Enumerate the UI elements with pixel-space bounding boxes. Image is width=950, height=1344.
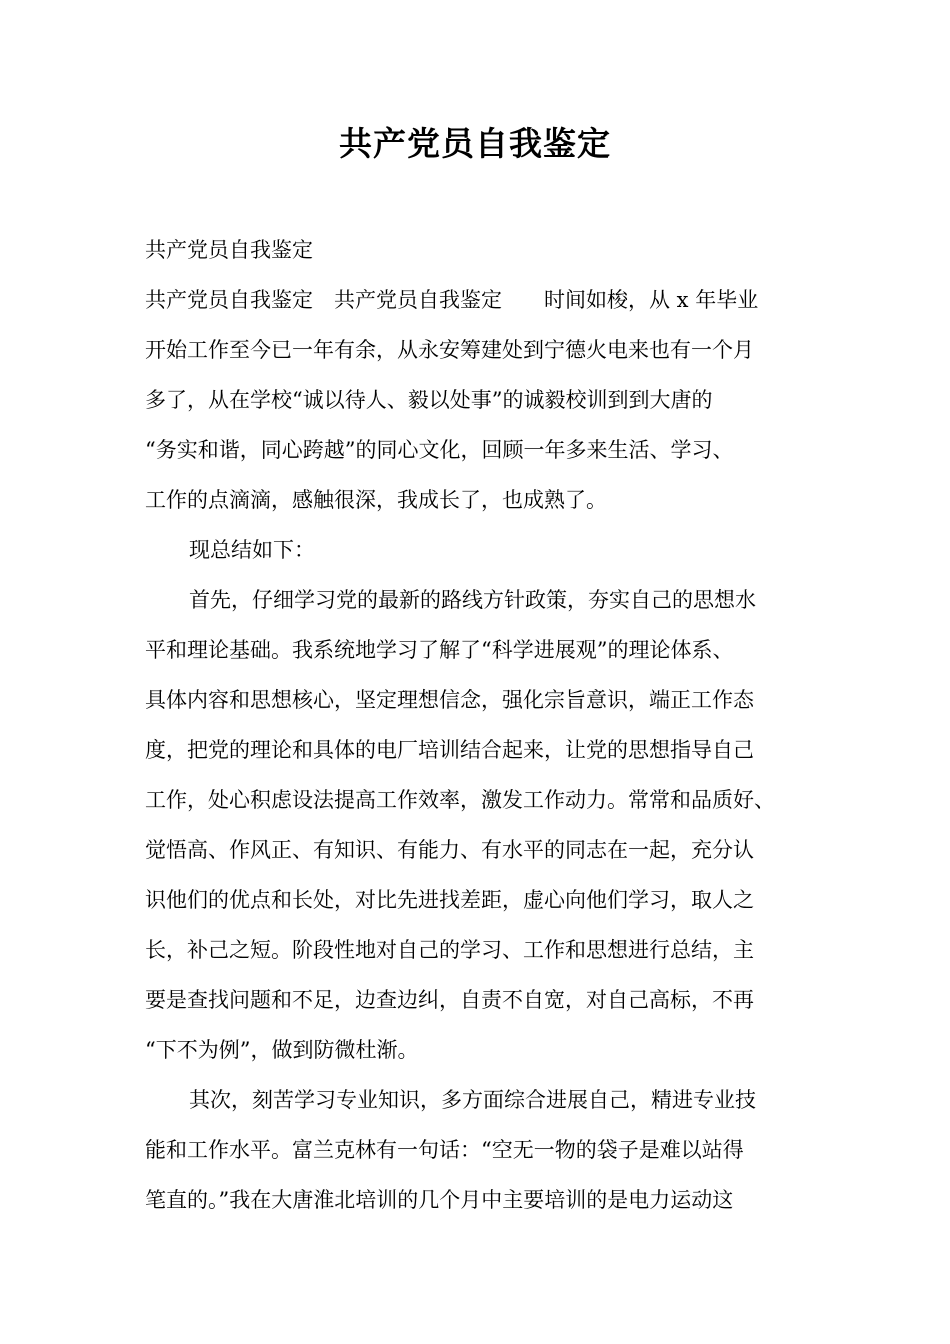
body-line: “务实和谐，同心跨越”的同心文化，回顾一年多来生活、学习、 xyxy=(145,438,734,462)
body-line: 平和理论基础。我系统地学习了解了“科学进展观”的理论体系、 xyxy=(145,638,734,662)
body-line: 多了，从在学校“诚以待人、毅以处事”的诚毅校训到到大唐的 xyxy=(145,388,713,412)
body-line: 首先，仔细学习党的最新的路线方针政策，夯实自己的思想水 xyxy=(189,588,756,612)
body-line: 笔直的。”我在大唐淮北培训的几个月中主要培训的是电力运动这 xyxy=(145,1188,734,1212)
body-line: 长，补己之短。阶段性地对自己的学习、工作和思想进行总结，主 xyxy=(145,938,754,962)
body-line: 要是查找问题和不足，边查边纠，自责不自宽，对自己高标，不再 xyxy=(145,988,754,1012)
body-line: 能和工作水平。富兰克林有一句话：“空无一物的袋子是难以站得 xyxy=(145,1138,744,1162)
body-line: 工作，处心积虑设法提高工作效率，激发工作动力。常常和品质好、 xyxy=(145,788,775,812)
document-body xyxy=(145,225,825,1225)
body-line: 度，把党的理论和具体的电厂培训结合起来，让党的思想指导自己 xyxy=(145,738,754,762)
body-line: 开始工作至今已一年有余，从永安筹建处到宁德火电来也有一个月 xyxy=(145,338,754,362)
body-line: 识他们的优点和长处，对比先进找差距，虚心向他们学习，取人之 xyxy=(145,888,754,912)
body-line: 觉悟高、作风正、有知识、有能力、有水平的同志在一起，充分认 xyxy=(145,838,754,862)
document-title: 共产党员自我鉴定 xyxy=(339,124,611,163)
body-line: 具体内容和思想核心，坚定理想信念，强化宗旨意识，端正工作态 xyxy=(145,688,754,712)
body-line: 工作的点滴滴，感触很深，我成长了，也成熟了。 xyxy=(145,488,607,512)
body-line: 现总结如下： xyxy=(189,538,315,562)
body-line: 共产党员自我鉴定 xyxy=(145,238,313,262)
body-line: 其次，刻苦学习专业知识，多方面综合进展自己，精进专业技 xyxy=(189,1088,756,1112)
body-line: 共产党员自我鉴定 共产党员自我鉴定 时间如梭，从 x 年毕业 xyxy=(145,288,759,312)
body-line: “下不为例”，做到防微杜渐。 xyxy=(145,1038,419,1062)
